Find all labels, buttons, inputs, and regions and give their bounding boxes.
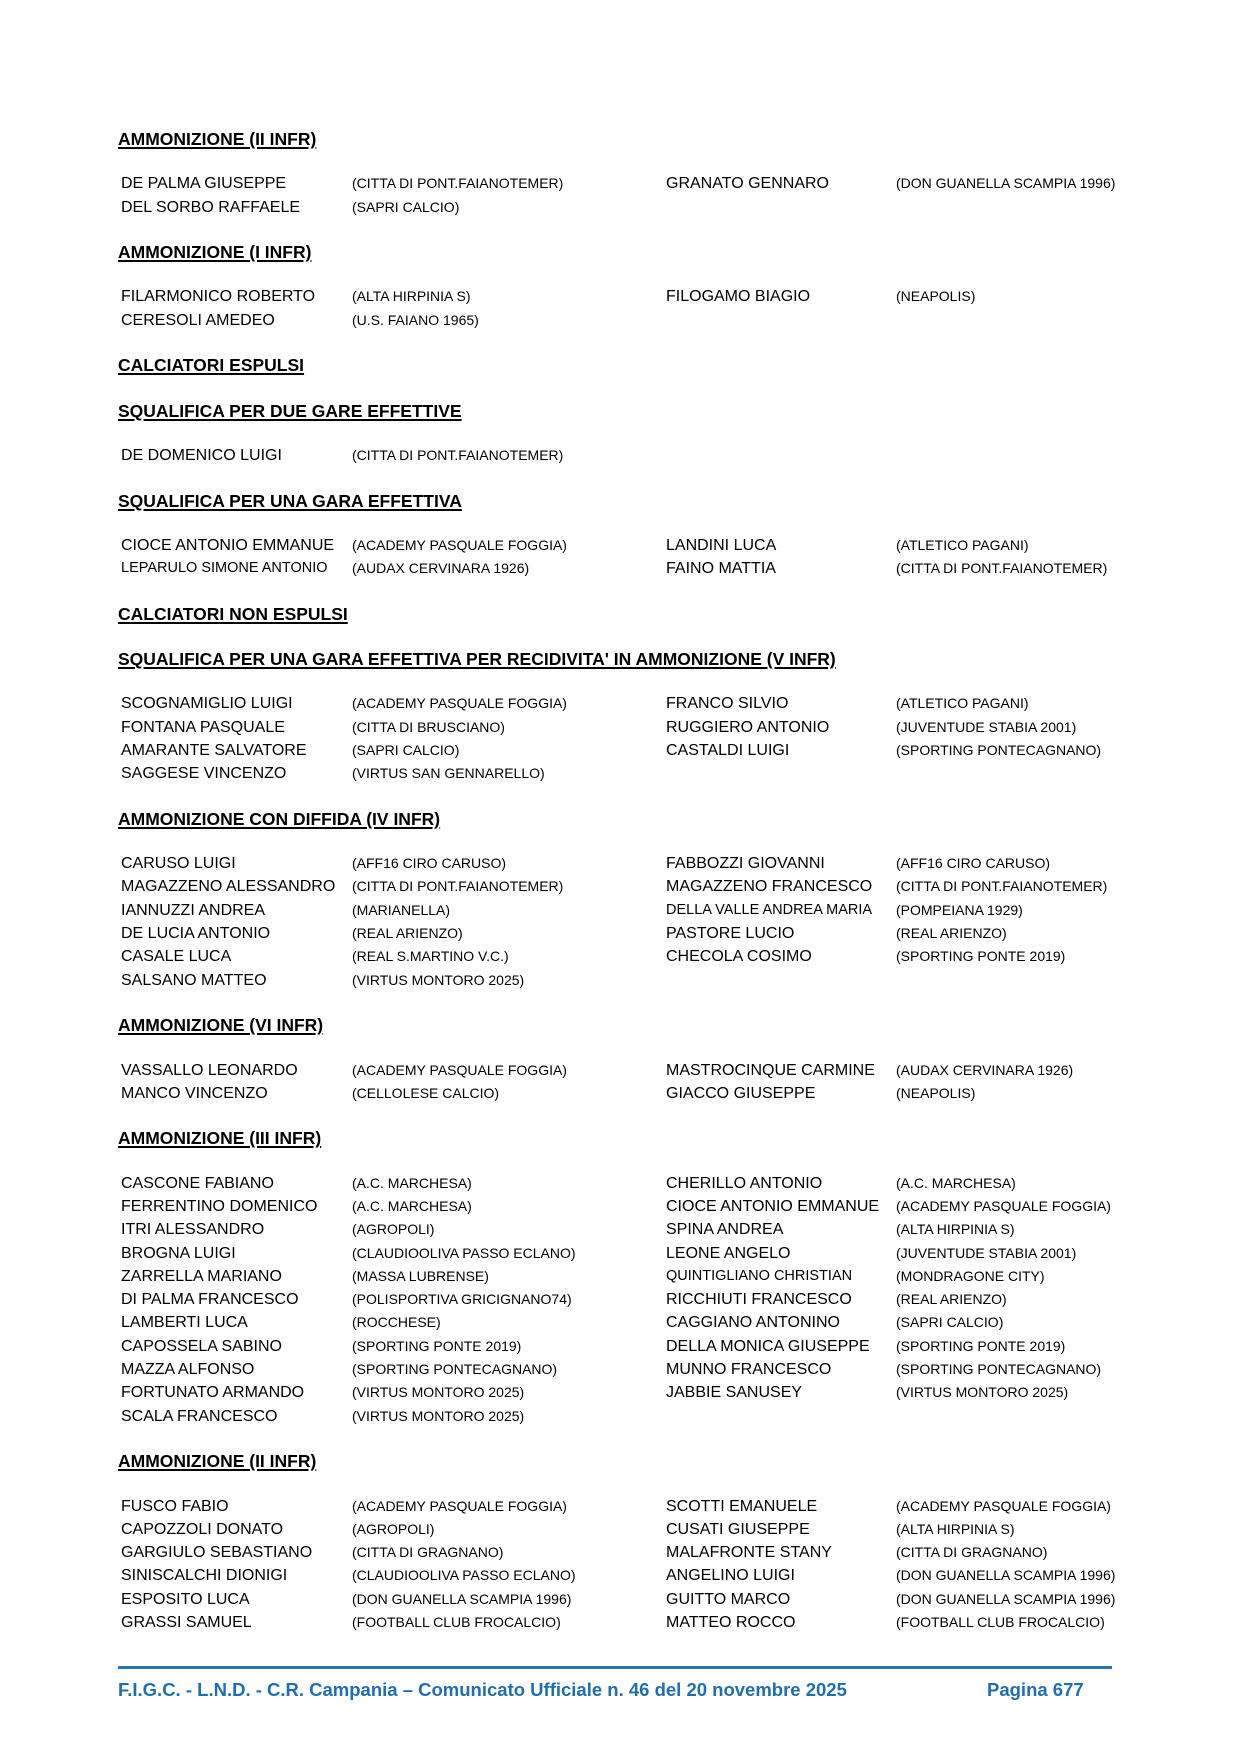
player-team: (POLISPORTIVA GRICIGNANO74)	[352, 1291, 572, 1308]
player-name: SALSANO MATTEO	[121, 971, 267, 989]
player-team: (ACADEMY PASQUALE FOGGIA)	[896, 1497, 1111, 1514]
player-name: ANGELINO LUIGI	[666, 1567, 795, 1585]
list-item	[118, 196, 1118, 219]
player-name: JABBIE SANUSEY	[666, 1384, 803, 1402]
player-name: DELLA VALLE ANDREA MARIA	[666, 901, 873, 918]
player-team: (REAL ARIENZO)	[896, 1291, 1007, 1308]
player-team: (VIRTUS MONTORO 2025)	[896, 1384, 1069, 1401]
player-team: (MARIANELLA)	[352, 901, 451, 918]
player-team: (AUDAX CERVINARA 1926)	[896, 1061, 1074, 1078]
document-body	[118, 127, 1118, 1656]
player-name: CAPOZZOLI DONATO	[121, 1520, 284, 1538]
player-name: DE DOMENICO LUIGI	[121, 446, 282, 464]
player-name: CARUSO LUIGI	[121, 855, 236, 873]
player-name: FONTANA PASQUALE	[121, 718, 285, 736]
list-item	[118, 875, 1118, 898]
player-name: SCOTTI EMANUELE	[666, 1497, 818, 1515]
list-item	[118, 1564, 1118, 1587]
player-name: CASCONE FABIANO	[121, 1174, 274, 1192]
player-name: FUSCO FABIO	[121, 1497, 229, 1515]
player-name: MUNNO FRANCESCO	[666, 1361, 832, 1379]
list-item	[118, 1495, 1118, 1518]
player-name: CASALE LUCA	[121, 948, 232, 966]
player-name: GIACCO GIUSEPPE	[666, 1084, 816, 1102]
player-team: (U.S. FAIANO 1965)	[352, 311, 479, 328]
list-item	[118, 309, 1118, 332]
list-item	[118, 1082, 1118, 1105]
player-team: (CITTA DI PONT.FAIANOTEMER)	[352, 175, 564, 192]
player-name: ITRI ALESSANDRO	[121, 1221, 265, 1239]
player-team: (SPORTING PONTECAGNANO)	[896, 1361, 1102, 1378]
player-name: AMARANTE SALVATORE	[121, 741, 307, 759]
player-team: (SAPRI CALCIO)	[352, 198, 460, 215]
list-item	[118, 285, 1118, 308]
player-team: (SPORTING PONTE 2019)	[896, 948, 1066, 965]
player-name: CHECOLA COSIMO	[666, 948, 812, 966]
list-item	[118, 762, 1118, 785]
list-item	[118, 739, 1118, 762]
player-name: GRANATO GENNARO	[666, 175, 829, 193]
player-list	[118, 1495, 1118, 1635]
player-name: FILOGAMO BIAGIO	[666, 288, 811, 306]
player-team: (SPORTING PONTECAGNANO)	[352, 1361, 558, 1378]
list-item	[118, 1381, 1118, 1404]
list-item	[118, 1358, 1118, 1381]
player-name: FAINO MATTIA	[666, 560, 776, 578]
list-item	[118, 1541, 1118, 1564]
player-team: (CLAUDIOOLIVA PASSO ECLANO)	[352, 1244, 576, 1261]
list-item	[118, 852, 1118, 875]
player-name: SAGGESE VINCENZO	[121, 765, 287, 783]
player-team: (VIRTUS MONTORO 2025)	[352, 971, 525, 988]
list-item	[118, 557, 1118, 580]
player-name: PASTORE LUCIO	[666, 925, 795, 943]
player-name: CAGGIANO ANTONINO	[666, 1314, 840, 1332]
list-item	[118, 692, 1118, 715]
player-team: (CLAUDIOOLIVA PASSO ECLANO)	[352, 1567, 576, 1584]
list-item	[118, 969, 1118, 992]
player-team: (NEAPOLIS)	[896, 288, 976, 305]
player-name: CHERILLO ANTONIO	[666, 1174, 823, 1192]
section-heading: CALCIATORI ESPULSI	[118, 355, 305, 376]
player-team: (SPORTING PONTECAGNANO)	[896, 741, 1102, 758]
player-team: (DON GUANELLA SCAMPIA 1996)	[896, 1567, 1116, 1584]
player-team: (MASSA LUBRENSE)	[352, 1267, 489, 1284]
section-heading: SQUALIFICA PER UNA GARA EFFETTIVA	[118, 490, 462, 511]
player-name: RICCHIUTI FRANCESCO	[666, 1291, 852, 1309]
player-team: (ALTA HIRPINIA S)	[896, 1520, 1015, 1537]
player-name: MASTROCINQUE CARMINE	[666, 1061, 875, 1079]
player-team: (DON GUANELLA SCAMPIA 1996)	[896, 1590, 1116, 1607]
player-list	[118, 172, 1118, 219]
player-list	[118, 852, 1118, 992]
player-name: LEONE ANGELO	[666, 1244, 791, 1262]
player-name: VASSALLO LEONARDO	[121, 1061, 298, 1079]
list-item	[118, 444, 1118, 467]
player-name: CIOCE ANTONIO EMMANUE	[666, 1197, 880, 1215]
list-item	[118, 1311, 1118, 1334]
section-heading: CALCIATORI NON ESPULSI	[118, 603, 348, 624]
player-name: CAPOSSELA SABINO	[121, 1337, 282, 1355]
player-name: CASTALDI LUIGI	[666, 741, 790, 759]
player-team: (AFF16 CIRO CARUSO)	[896, 855, 1051, 872]
player-name: CUSATI GIUSEPPE	[666, 1520, 810, 1538]
player-list	[118, 692, 1118, 785]
player-team: (VIRTUS MONTORO 2025)	[352, 1384, 525, 1401]
list-item	[118, 1335, 1118, 1358]
player-name: QUINTIGLIANO CHRISTIAN	[666, 1267, 853, 1284]
list-item	[118, 1059, 1118, 1082]
player-team: (CITTA DI PONT.FAIANOTEMER)	[352, 446, 564, 463]
player-team: (ROCCHESE)	[352, 1314, 441, 1331]
player-name: DEL SORBO RAFFAELE	[121, 198, 301, 216]
list-item	[118, 1265, 1118, 1288]
player-team: (CITTA DI BRUSCIANO)	[352, 718, 505, 735]
player-name: MAGAZZENO FRANCESCO	[666, 878, 873, 896]
player-list	[118, 285, 1118, 332]
player-team: (ACADEMY PASQUALE FOGGIA)	[352, 1497, 567, 1514]
player-team: (A.C. MARCHESA)	[352, 1197, 472, 1214]
player-team: (ACADEMY PASQUALE FOGGIA)	[352, 536, 567, 553]
player-name: SPINA ANDREA	[666, 1221, 784, 1239]
player-team: (VIRTUS SAN GENNARELLO)	[352, 765, 545, 782]
player-name: MAZZA ALFONSO	[121, 1361, 255, 1379]
list-item	[118, 1172, 1118, 1195]
player-list	[118, 1172, 1118, 1428]
player-name: ZARRELLA MARIANO	[121, 1267, 282, 1285]
player-name: GRASSI SAMUEL	[121, 1614, 252, 1632]
player-team: (SPORTING PONTE 2019)	[896, 1337, 1066, 1354]
player-team: (ACADEMY PASQUALE FOGGIA)	[352, 695, 567, 712]
page-number: Pagina 677	[987, 1679, 1084, 1700]
player-name: LANDINI LUCA	[666, 536, 777, 554]
list-item	[118, 534, 1118, 557]
player-name: FORTUNATO ARMANDO	[121, 1384, 305, 1402]
player-team: (A.C. MARCHESA)	[896, 1174, 1016, 1191]
player-name: DI PALMA FRANCESCO	[121, 1291, 299, 1309]
player-name: SINISCALCHI DIONIGI	[121, 1567, 288, 1585]
player-team: (CITTA DI PONT.FAIANOTEMER)	[896, 878, 1108, 895]
player-team: (REAL ARIENZO)	[352, 925, 463, 942]
player-name: IANNUZZI ANDREA	[121, 901, 266, 919]
player-name: MAGAZZENO ALESSANDRO	[121, 878, 336, 896]
list-item	[118, 1405, 1118, 1428]
player-team: (ACADEMY PASQUALE FOGGIA)	[352, 1061, 567, 1078]
player-team: (AGROPOLI)	[352, 1221, 435, 1238]
player-team: (SAPRI CALCIO)	[896, 1314, 1004, 1331]
player-name: FRANCO SILVIO	[666, 695, 789, 713]
player-team: (CITTA DI GRAGNANO)	[352, 1544, 504, 1561]
player-name: GUITTO MARCO	[666, 1590, 791, 1608]
player-team: (ATLETICO PAGANI)	[896, 695, 1029, 712]
player-team: (REAL S.MARTINO V.C.)	[352, 948, 509, 965]
section-heading: AMMONIZIONE (VI INFR)	[118, 1015, 324, 1036]
player-list	[118, 444, 1118, 467]
player-team: (SAPRI CALCIO)	[352, 741, 460, 758]
player-team: (ALTA HIRPINIA S)	[896, 1221, 1015, 1238]
player-team: (CITTA DI PONT.FAIANOTEMER)	[896, 560, 1108, 577]
player-team: (MONDRAGONE CITY)	[896, 1267, 1045, 1284]
section-heading: SQUALIFICA PER UNA GARA EFFETTIVA PER RECIDIVITA' IN AMMONIZIONE (V INFR)	[118, 649, 836, 670]
list-item	[118, 1218, 1118, 1241]
section-heading: AMMONIZIONE CON DIFFIDA (IV INFR)	[118, 808, 441, 829]
section-heading: AMMONIZIONE (II INFR)	[118, 1451, 317, 1472]
section-heading: SQUALIFICA PER DUE GARE EFFETTIVE	[118, 400, 462, 421]
list-item	[118, 172, 1118, 195]
player-team: (POMPEIANA 1929)	[896, 901, 1023, 918]
player-team: (JUVENTUDE STABIA 2001)	[896, 718, 1077, 735]
player-name: MANCO VINCENZO	[121, 1084, 268, 1102]
player-team: (REAL ARIENZO)	[896, 925, 1007, 942]
player-name: DE PALMA GIUSEPPE	[121, 175, 287, 193]
footer-divider	[118, 1666, 1112, 1669]
player-name: SCALA FRANCESCO	[121, 1407, 278, 1425]
player-team: (CELLOLESE CALCIO)	[352, 1084, 500, 1101]
list-item	[118, 716, 1118, 739]
list-item	[118, 922, 1118, 945]
list-item	[118, 899, 1118, 922]
page-footer	[118, 1678, 1118, 1702]
section-heading: AMMONIZIONE (I INFR)	[118, 242, 312, 263]
player-team: (AUDAX CERVINARA 1926)	[352, 560, 530, 577]
list-item	[118, 1288, 1118, 1311]
list-item	[118, 1518, 1118, 1541]
section-heading: AMMONIZIONE (II INFR)	[118, 129, 317, 149]
player-name: FILARMONICO ROBERTO	[121, 288, 316, 306]
player-team: (DON GUANELLA SCAMPIA 1996)	[352, 1590, 572, 1607]
player-name: MALAFRONTE STANY	[666, 1544, 832, 1562]
player-team: (ATLETICO PAGANI)	[896, 536, 1029, 553]
player-team: (ALTA HIRPINIA S)	[352, 288, 471, 305]
section-heading: AMMONIZIONE (III INFR)	[118, 1128, 322, 1149]
player-team: (A.C. MARCHESA)	[352, 1174, 472, 1191]
player-name: BROGNA LUIGI	[121, 1244, 236, 1262]
player-team: (CITTA DI PONT.FAIANOTEMER)	[352, 878, 564, 895]
player-team: (SPORTING PONTE 2019)	[352, 1337, 522, 1354]
player-name: FERRENTINO DOMENICO	[121, 1197, 318, 1215]
player-team: (JUVENTUDE STABIA 2001)	[896, 1244, 1077, 1261]
player-team: (ACADEMY PASQUALE FOGGIA)	[896, 1197, 1111, 1214]
list-item	[118, 1588, 1118, 1611]
player-team: (FOOTBALL CLUB FROCALCIO)	[896, 1614, 1105, 1631]
list-item	[118, 1242, 1118, 1265]
player-team: (NEAPOLIS)	[896, 1084, 976, 1101]
player-team: (VIRTUS MONTORO 2025)	[352, 1407, 525, 1424]
player-list	[118, 1059, 1118, 1106]
list-item	[118, 1611, 1118, 1634]
player-name: CIOCE ANTONIO EMMANUE	[121, 536, 335, 554]
player-team: (CITTA DI GRAGNANO)	[896, 1544, 1048, 1561]
player-name: CERESOLI AMEDEO	[121, 311, 275, 329]
player-name: FABBOZZI GIOVANNI	[666, 855, 825, 873]
player-team: (AFF16 CIRO CARUSO)	[352, 855, 507, 872]
footer-text: F.I.G.C. - L.N.D. - C.R. Campania – Comunicato Ufficiale n. 46 del 20 novembre 2025	[118, 1679, 847, 1700]
player-name: SCOGNAMIGLIO LUIGI	[121, 695, 293, 713]
player-team: (FOOTBALL CLUB FROCALCIO)	[352, 1614, 561, 1631]
player-team: (AGROPOLI)	[352, 1520, 435, 1537]
list-item	[118, 945, 1118, 968]
player-name: DE LUCIA ANTONIO	[121, 925, 271, 943]
player-name: LEPARULO SIMONE ANTONIO	[121, 560, 328, 577]
player-name: RUGGIERO ANTONIO	[666, 718, 830, 736]
player-list	[118, 534, 1118, 581]
player-name: ESPOSITO LUCA	[121, 1590, 250, 1608]
player-name: LAMBERTI LUCA	[121, 1314, 248, 1332]
player-name: DELLA MONICA GIUSEPPE	[666, 1337, 870, 1355]
player-name: GARGIULO SEBASTIANO	[121, 1544, 313, 1562]
player-name: MATTEO ROCCO	[666, 1614, 796, 1632]
player-team: (DON GUANELLA SCAMPIA 1996)	[896, 175, 1116, 192]
list-item	[118, 1195, 1118, 1218]
